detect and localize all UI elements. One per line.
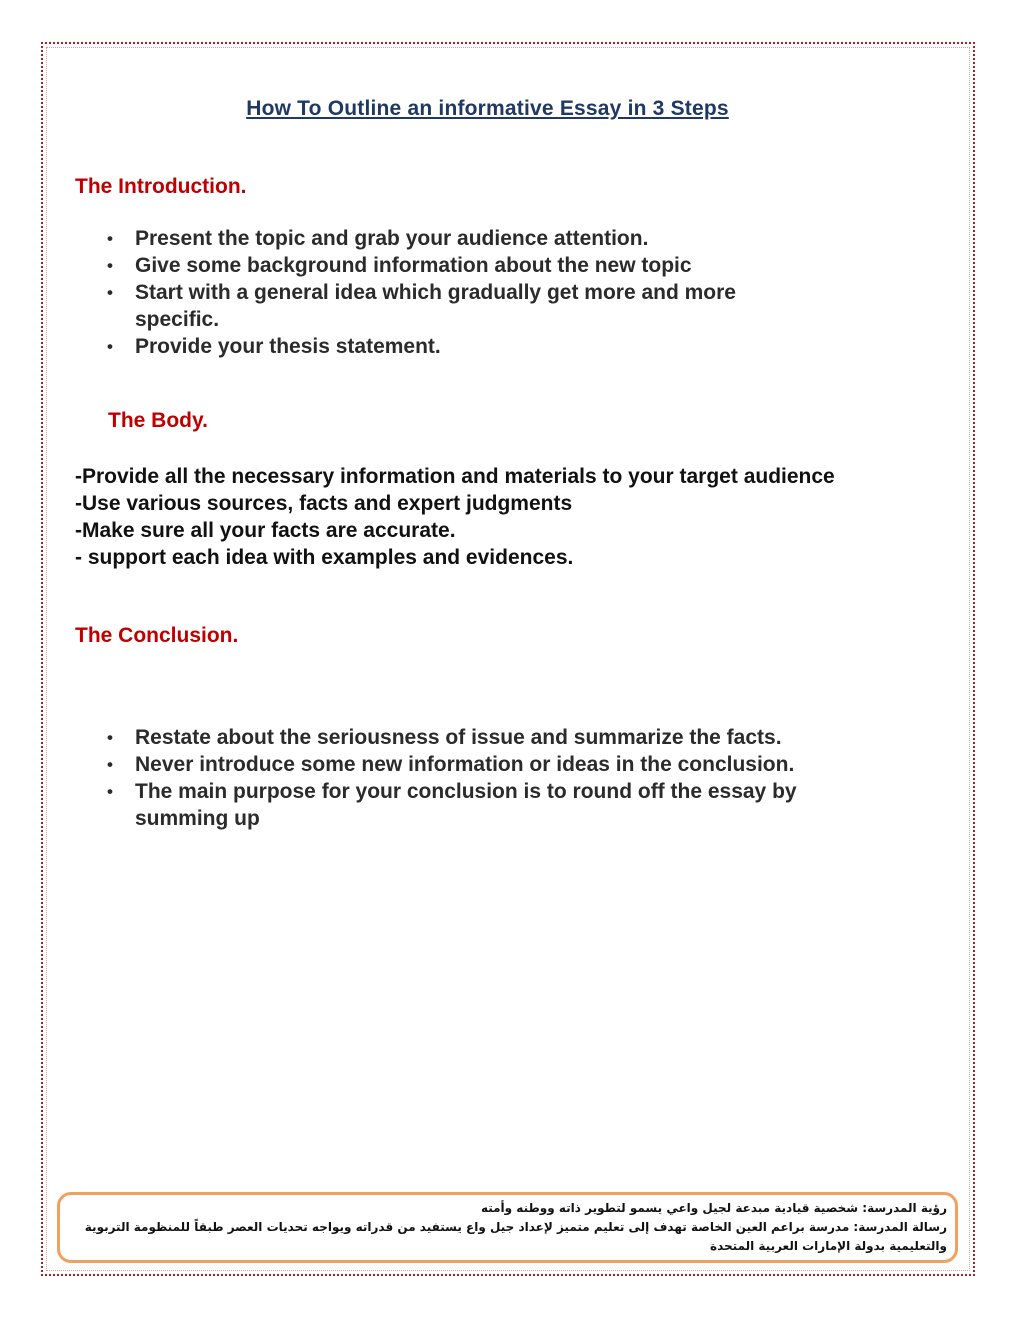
list-item (103, 252, 883, 279)
conclusion-list (103, 724, 903, 832)
bullet-icon: • (107, 229, 113, 248)
bullet-icon: • (107, 755, 113, 774)
list-item (103, 751, 903, 778)
list-item-text: Give some background information about the new topic (135, 254, 692, 277)
bullet-icon: • (107, 782, 113, 801)
list-item (103, 225, 883, 252)
conclusion-heading: The Conclusion. (75, 624, 239, 647)
list-item-text: Never introduce some new information or ideas in the conclusion. (135, 753, 795, 776)
body-line: -Use various sources, facts and expert judgments (75, 492, 573, 515)
list-item (103, 333, 883, 360)
school-footer (57, 1192, 958, 1263)
body-heading: The Body. (108, 409, 208, 432)
list-item-text: Provide your thesis statement. (135, 335, 441, 358)
bullet-icon: • (107, 283, 113, 302)
introduction-heading: The Introduction. (75, 175, 247, 198)
list-item (103, 724, 903, 751)
bullet-icon: • (107, 337, 113, 356)
list-item (103, 778, 895, 832)
body-line: -Make sure all your facts are accurate. (75, 519, 456, 542)
school-vision: رؤية المدرسة: شخصية قيادية مبدعة لجيل واعي يسمو لتطوير ذاته ووطنه وأمته (480, 1201, 947, 1215)
list-item-text: Start with a general idea which gradually get more and more specific. (135, 281, 736, 331)
list-item (103, 279, 825, 333)
list-item-text: The main purpose for your conclusion is to round off the essay by summing up (135, 780, 797, 830)
introduction-list (103, 225, 883, 360)
bullet-icon: • (107, 728, 113, 747)
bullet-icon: • (107, 256, 113, 275)
body-paragraph (75, 463, 835, 571)
school-mission: رسالة المدرسة: مدرسة براعم العين الخاصة تهدف إلى تعليم متميز لإعداد جيل واع يستفيد من قدراته ويواجه تحديات العصر طبقاً للمنظومة التربوية والتعليمية بدولة الإمارات العربية المتحدة (84, 1220, 947, 1253)
body-line: - support each idea with examples and evidences. (75, 546, 574, 569)
document-title: How To Outline an informative Essay in 3 Steps (246, 97, 729, 120)
list-item-text: Restate about the seriousness of issue and summarize the facts. (135, 726, 782, 749)
list-item-text: Present the topic and grab your audience attention. (135, 227, 649, 250)
body-line: -Provide all the necessary information and materials to your target audience (75, 465, 835, 488)
